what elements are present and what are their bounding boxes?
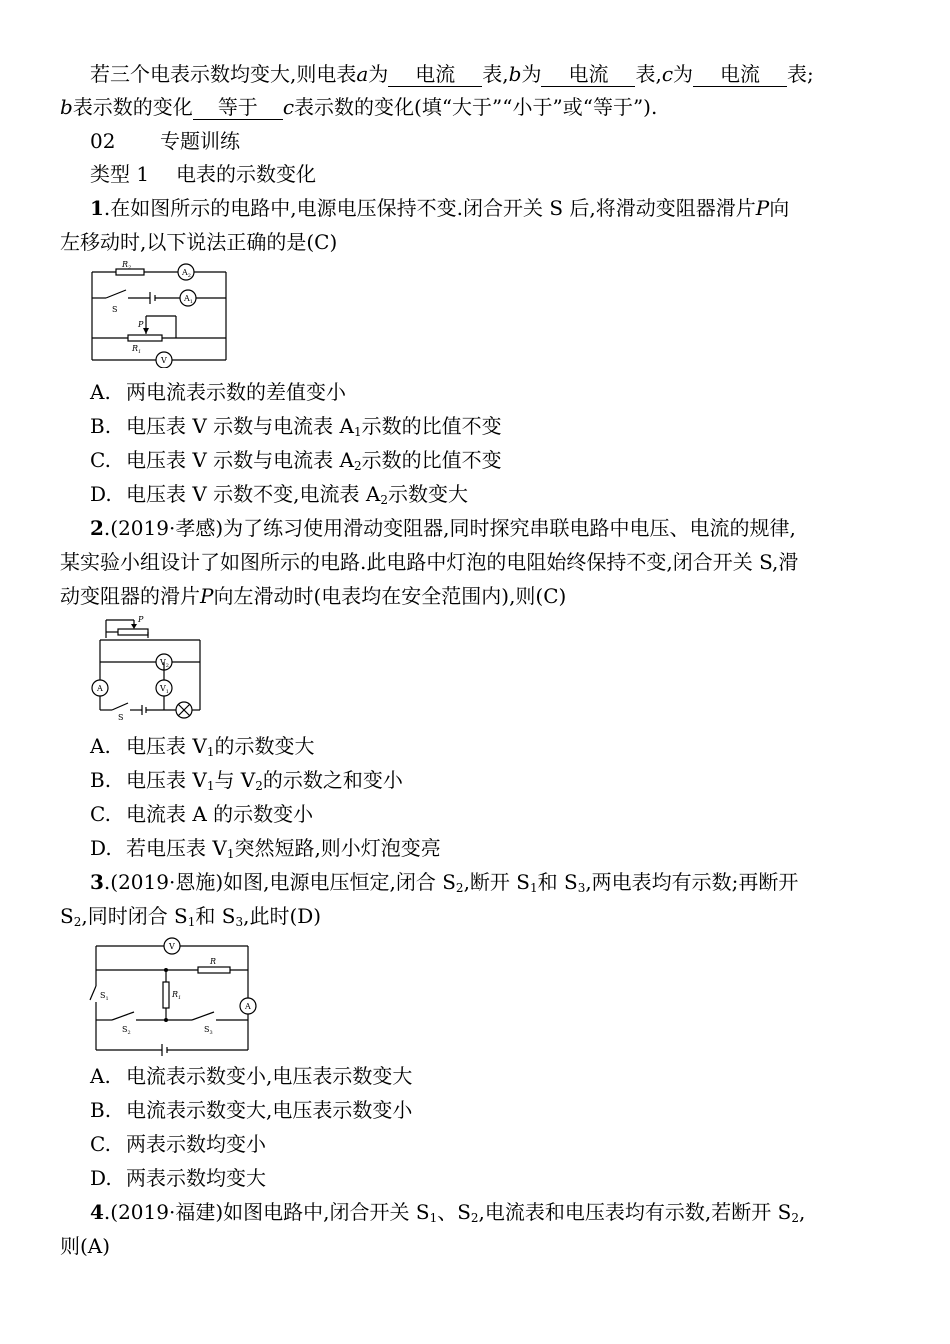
option-letter: D. xyxy=(90,482,112,506)
subscript: 1 xyxy=(429,1211,438,1225)
text: 表; xyxy=(787,62,814,86)
subscript: 1 xyxy=(206,779,215,793)
label-a: A xyxy=(245,1002,251,1011)
label-r: R xyxy=(210,957,217,966)
text: 表示数的变化 xyxy=(72,95,193,119)
var-p: P xyxy=(200,584,214,608)
label-s3: $S_3$ xyxy=(204,1025,213,1036)
type-label: 类型 1 xyxy=(90,162,150,186)
option-letter: C. xyxy=(90,448,111,472)
label-v2: $V_2$ xyxy=(160,658,169,669)
q3-option-c xyxy=(90,1130,266,1158)
label-r2: $R_2$ xyxy=(122,260,132,271)
option-text: 的示数变大 xyxy=(214,734,315,758)
q2-option-c xyxy=(90,800,313,828)
option-text: 电流表示数变大,电压表示数变小 xyxy=(126,1098,413,1122)
option-text: 两表示数均变大 xyxy=(126,1166,266,1190)
intro-line-2 xyxy=(60,93,657,121)
var-b: b xyxy=(508,62,522,86)
option-letter: C. xyxy=(90,1132,111,1156)
option-text: 电流表 A 的示数变小 xyxy=(126,802,314,826)
option-letter: D. xyxy=(90,1166,112,1190)
subscript: 2 xyxy=(470,1211,479,1225)
text: 表, xyxy=(635,62,662,86)
q3-option-a xyxy=(90,1062,412,1090)
q1-option-d xyxy=(90,480,468,508)
option-text: 示数变大 xyxy=(387,482,468,506)
text: 为 xyxy=(521,62,542,86)
text: 为 xyxy=(368,62,389,86)
option-letter: B. xyxy=(90,768,112,792)
q3-circuit-diagram xyxy=(88,934,268,1058)
label-p: P xyxy=(138,320,144,329)
text: ,同时闭合 S xyxy=(81,904,188,928)
option-text: 电压表 V 示数与电流表 A xyxy=(126,448,354,472)
subscript: 3 xyxy=(235,915,244,929)
label-p: P xyxy=(138,615,144,624)
subscript: 1 xyxy=(226,847,235,861)
q2-circuit-diagram xyxy=(88,614,208,720)
text: 动变阻器的滑片 xyxy=(60,584,200,608)
question-number: 2 xyxy=(90,516,104,540)
label-s2: $S_2$ xyxy=(122,1025,131,1036)
text: ,断开 S xyxy=(463,870,530,894)
subscript: 2 xyxy=(380,493,388,507)
label-a1: $A_1$ xyxy=(184,294,193,305)
q2-stem-line-1 xyxy=(90,514,796,542)
option-text: 突然短路,则小灯泡变亮 xyxy=(234,836,441,860)
option-text: 电压表 V 示数与电流表 A xyxy=(126,414,354,438)
q2-stem-line-3 xyxy=(60,582,566,610)
q1-option-a xyxy=(90,378,346,406)
text: 、S xyxy=(437,1200,471,1224)
text: 表, xyxy=(482,62,509,86)
label-s1: $S_1$ xyxy=(100,991,109,1002)
label-v: V xyxy=(161,356,167,365)
q3-option-b xyxy=(90,1096,412,1124)
text: S xyxy=(60,904,74,928)
q2-option-b xyxy=(90,766,403,794)
option-text: 与 V xyxy=(214,768,256,792)
var-p: P xyxy=(755,196,770,220)
answer-blank-compare: 等于 xyxy=(193,95,283,120)
text: 则(A) xyxy=(60,1234,111,1258)
subscript: 2 xyxy=(791,1211,799,1225)
var-c: c xyxy=(282,95,295,119)
q1-stem-line-1 xyxy=(90,194,789,222)
text: 左移动时,以下说法正确的是(C) xyxy=(60,230,338,254)
text: .在如图所示的电路中,电源电压保持不变.闭合开关 S 后,将滑动变阻器滑片 xyxy=(103,196,756,220)
option-letter: A. xyxy=(90,380,111,404)
q1-option-c xyxy=(90,446,502,474)
label-a: A xyxy=(97,684,103,693)
option-text: 示数的比值不变 xyxy=(361,414,502,438)
q4-stem-line-1 xyxy=(90,1198,805,1226)
option-letter: C. xyxy=(90,802,111,826)
var-c: c xyxy=(661,62,674,86)
var-a: a xyxy=(356,62,369,86)
type-header xyxy=(90,160,316,188)
text: , xyxy=(798,1200,806,1224)
label-v1: $V_1$ xyxy=(160,684,169,695)
section-number: 02 xyxy=(90,129,116,153)
subscript: 1 xyxy=(353,425,362,439)
text: 和 S xyxy=(195,904,236,928)
option-text: 若电压表 V xyxy=(126,836,227,860)
text: 向 xyxy=(769,196,790,220)
q2-option-a xyxy=(90,732,314,760)
text: 若三个电表示数均变大,则电表 xyxy=(90,62,357,86)
label-a2: $A_2$ xyxy=(182,268,191,279)
question-number: 4 xyxy=(90,1200,104,1224)
option-letter: B. xyxy=(90,1098,112,1122)
section-header xyxy=(90,127,240,155)
text: ,两电表均有示数;再断开 xyxy=(585,870,799,894)
q3-stem-line-2 xyxy=(60,902,321,930)
answer-blank-c: 电流 xyxy=(693,62,787,87)
subscript: 1 xyxy=(206,745,215,759)
intro-line-1 xyxy=(90,60,814,88)
q1-option-b xyxy=(90,412,502,440)
text: 和 S xyxy=(537,870,578,894)
option-letter: D. xyxy=(90,836,112,860)
q3-option-d xyxy=(90,1164,266,1192)
text: .(2019·福建)如图电路中,闭合开关 S xyxy=(103,1200,430,1224)
text: .(2019·恩施)如图,电源电压恒定,闭合 S xyxy=(103,870,456,894)
subscript: 2 xyxy=(455,881,464,895)
label-s: S xyxy=(118,713,124,720)
section-title: 专题训练 xyxy=(160,129,240,153)
option-text: 电流表示数变小,电压表示数变大 xyxy=(126,1064,413,1088)
q1-stem-line-2 xyxy=(60,228,337,256)
answer-blank-b: 电流 xyxy=(541,62,635,87)
label-s: S xyxy=(112,305,118,314)
option-text: 两表示数均变小 xyxy=(126,1132,266,1156)
option-letter: A. xyxy=(90,734,111,758)
text: ,此时(D) xyxy=(243,904,322,928)
option-text: 电压表 V xyxy=(126,768,207,792)
q4-stem-line-2 xyxy=(60,1232,110,1260)
label-r1: $R_1$ xyxy=(172,990,182,1001)
subscript: 1 xyxy=(187,915,196,929)
subscript: 3 xyxy=(577,881,586,895)
option-text: 两电流表示数的差值变小 xyxy=(126,380,346,404)
label-r1: $R_1$ xyxy=(132,344,142,355)
q2-option-d xyxy=(90,834,441,862)
text: 为 xyxy=(673,62,694,86)
q3-stem-line-1 xyxy=(90,868,798,896)
subscript: 2 xyxy=(255,779,263,793)
answer-blank-a: 电流 xyxy=(388,62,482,87)
option-letter: B. xyxy=(90,414,112,438)
text: .(2019·孝感)为了练习使用滑动变阻器,同时探究串联电路中电压、电流的规律, xyxy=(103,516,796,540)
question-number: 1 xyxy=(90,196,104,220)
var-b: b xyxy=(60,95,73,119)
subscript: 2 xyxy=(353,459,362,473)
option-text: 的示数之和变小 xyxy=(262,768,403,792)
text: 向左滑动时(电表均在安全范围内),则(C) xyxy=(213,584,567,608)
option-text: 电压表 V 示数不变,电流表 A xyxy=(126,482,381,506)
subscript: 2 xyxy=(73,915,82,929)
text: ,电流表和电压表均有示数,若断开 S xyxy=(478,1200,792,1224)
subscript: 1 xyxy=(529,881,538,895)
option-letter: A. xyxy=(90,1064,111,1088)
text: 某实验小组设计了如图所示的电路.此电路中灯泡的电阻始终保持不变,闭合开关 S,滑 xyxy=(60,550,799,574)
option-text: 电压表 V xyxy=(126,734,207,758)
q2-stem-line-2 xyxy=(60,548,798,576)
type-title: 电表的示数变化 xyxy=(176,162,316,186)
q1-circuit-diagram xyxy=(88,260,233,368)
label-v: V xyxy=(169,942,175,951)
text: 表示数的变化(填“大于”“小于”或“等于”). xyxy=(294,95,658,119)
question-number: 3 xyxy=(90,870,104,894)
option-text: 示数的比值不变 xyxy=(361,448,502,472)
